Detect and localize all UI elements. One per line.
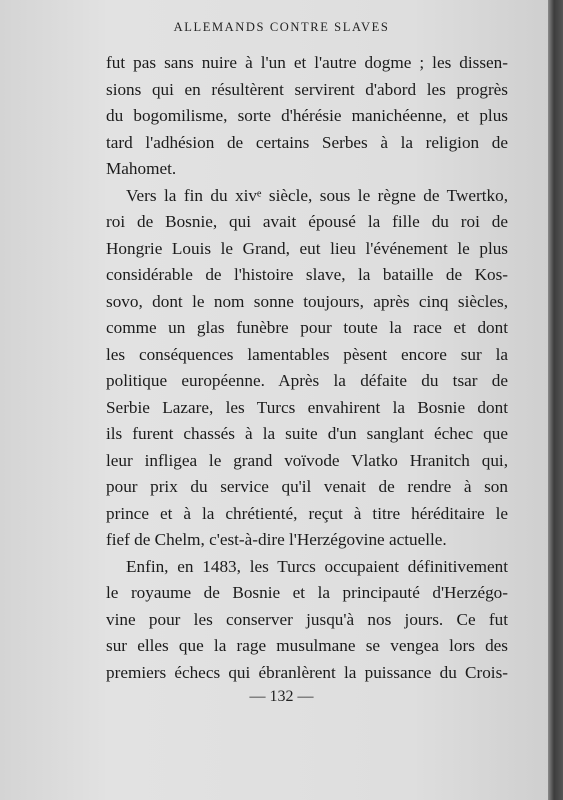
text-line: Hongrie Louis le Grand, eut lieu l'événement le plus xyxy=(106,238,508,258)
paragraph-2 xyxy=(106,183,508,554)
text-line: tard l'adhésion de certains Serbes à la religion de xyxy=(106,132,508,152)
text-line: comme un glas funèbre pour toute la race et dont xyxy=(106,318,508,337)
text-line: Mahomet. xyxy=(106,159,177,178)
text-line: le royaume de Bosnie et la principauté d'Herzégo- xyxy=(106,583,508,602)
text-line: Enfin, en 1483, les Turcs occupaient définitivement xyxy=(126,556,508,576)
text-line: premiers échecs qui ébranlèrent la puissance du Crois- xyxy=(106,662,508,682)
text-line: les conséquences lamentables pèsent encore sur la xyxy=(106,344,508,364)
text-line: considérable de l'histoire slave, la bataille de Kos- xyxy=(106,265,508,284)
running-head: ALLEMANDS CONTRE SLAVES xyxy=(173,20,390,34)
text-line: Vers la fin du xivᵉ siècle, sous le règne de Twertko, xyxy=(126,185,508,205)
text-line: sovo, dont le nom sonne toujours, après cinq siècles, xyxy=(106,291,508,311)
text-line: fief de Chelm, c'est-à-dire l'Herzégovine actuelle. xyxy=(106,530,447,549)
text-line: roi de Bosnie, qui avait épousé la fille du roi de xyxy=(106,212,508,231)
text-line: vine pour les conserver jusqu'à nos jours. Ce fut xyxy=(106,609,508,629)
text-line: sions qui en résultèrent servirent d'abord les progrès xyxy=(106,79,508,99)
text-line: fut pas sans nuire à l'un et l'autre dogme ; les dissen- xyxy=(106,53,508,72)
text-line: Serbie Lazare, les Turcs envahirent la Bosnie dont xyxy=(106,397,508,417)
text-line: leur infligea le grand voïvode Vlatko Hranitch qui, xyxy=(106,450,508,470)
text-line: politique européenne. Après la défaite du tsar de xyxy=(106,371,508,390)
paragraph-3 xyxy=(106,554,508,687)
body-text xyxy=(106,50,508,686)
text-line: sur elles que la rage musulmane se vengea lors des xyxy=(106,636,508,655)
text-line: pour prix du service qu'il venait de rendre à son xyxy=(106,477,508,496)
text-line: prince et à la chrétienté, reçut à titre héréditaire le xyxy=(106,503,508,523)
page-number: — 132 — xyxy=(249,688,314,705)
paragraph-1 xyxy=(106,50,508,183)
text-line: ils furent chassés à la suite d'un sanglant échec que xyxy=(106,424,508,443)
page-edge-shadow xyxy=(548,0,563,800)
text-line: du bogomilisme, sorte d'hérésie manichéenne, et plus xyxy=(106,106,508,125)
